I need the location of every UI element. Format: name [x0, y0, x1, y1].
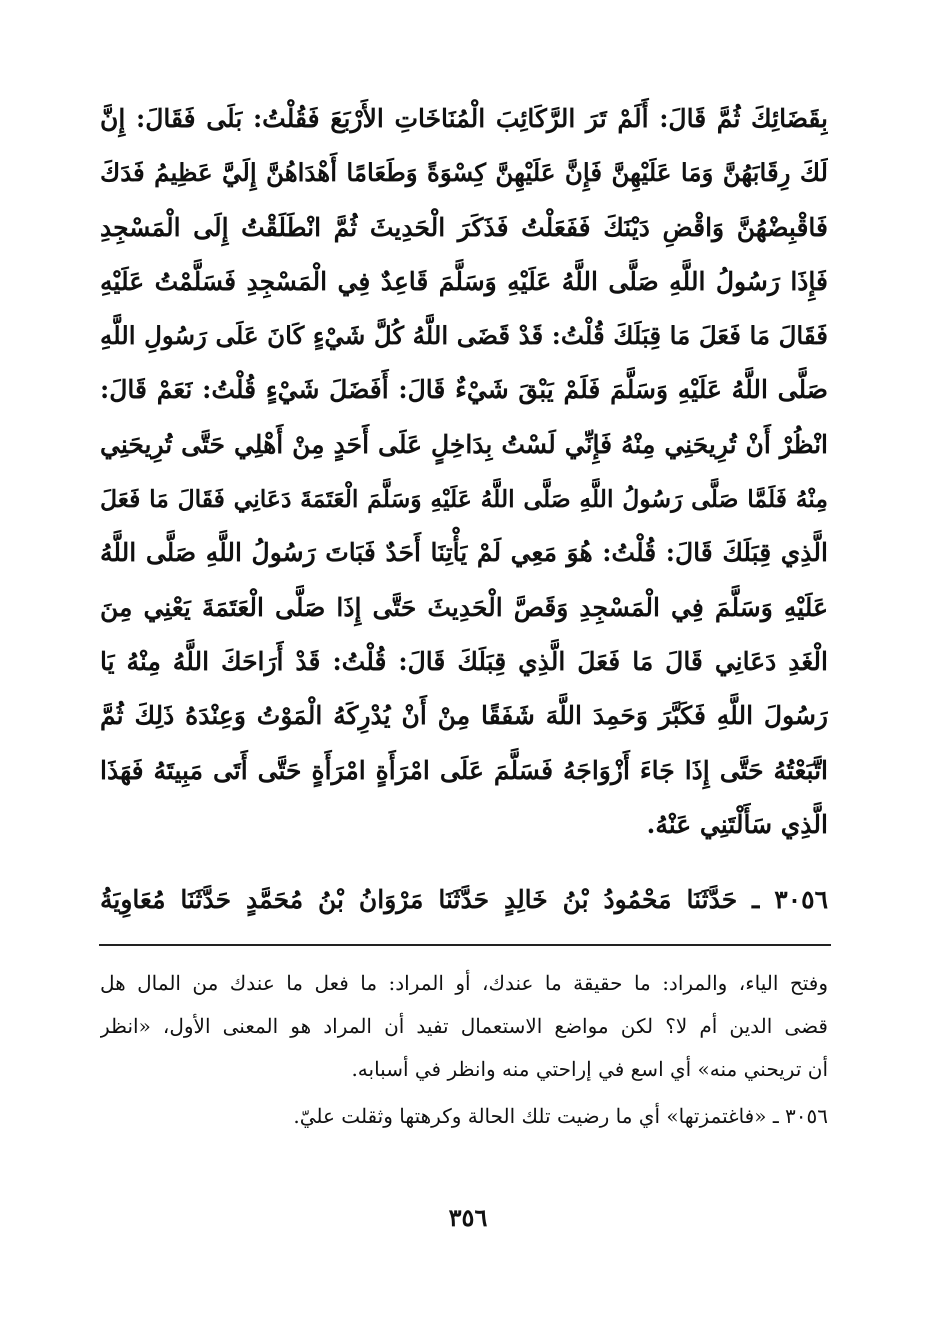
text-line: لَكَ رِقَابَهُنَّ وَمَا عَلَيْهِنَّ فَإِنَّ عَلَيْهِنَّ كِسْوَةً وَطَعَامًا أَهْدَاهُنَّ إِلَيَّ عَظِيمُ فَدَكَ: [100, 158, 828, 188]
footnote-line: أن تريحني منه» أي اسع في إراحتي منه وانظر في أسبابه.: [351, 1057, 828, 1081]
text-line: بِقَضَائِكَ ثُمَّ قَالَ: أَلَمْ تَرَ الرَّكَائِبَ الْمُنَاخَاتِ الأَرْبَعَ فَقُلْتُ: بَلَى فَقَالَ: إِنَّ: [100, 104, 828, 133]
footnote-line: قضى الدين أم لا؟ لكن مواضع الاستعمال تفيد أن المراد هو المعنى الأول، «انظر: [100, 1014, 828, 1038]
main-text-block: [100, 92, 828, 852]
footnotes-block: [100, 962, 828, 1138]
text-line: رَسُولَ اللَّهِ فَكَبَّرَ وَحَمِدَ اللَّهَ شَفَقًا مِنْ أَنْ يُدْرِكَهُ الْمَوْتُ وَعِنْدَهُ ذَلِكَ ثُمَّ: [100, 701, 828, 731]
page-number: ٣٥٦: [448, 1203, 488, 1232]
text-line: انْظُرْ أَنْ تُرِيحَنِي مِنْهُ فَإِنِّي لَسْتُ بِدَاخِلٍ عَلَى أَحَدٍ مِنْ أَهْلِي حَتَّى تُرِيحَنِي: [100, 429, 828, 459]
footnote-divider: [99, 944, 831, 946]
text-line: صَلَّى اللَّهُ عَلَيْهِ وَسَلَّمَ فَلَمْ يَبْقَ شَيْءٌ قَالَ: أَفَضَلَ شَيْءٍ قُلْتُ: نَعَمْ قَالَ:: [100, 375, 828, 405]
text-line: مِنْهُ فَلَمَّا صَلَّى رَسُولُ اللَّهِ صَلَّى اللَّهُ عَلَيْهِ وَسَلَّمَ الْعَتَمَةَ دَعَانِي فَقَالَ مَا فَعَلَ: [100, 485, 828, 514]
footnote-line: ٣٠٥٦ ـ «فاغتمزتها» أي ما رضيت تلك الحالة وكرهتها وثقلت عليّ.: [293, 1104, 828, 1128]
text-line: فَاقْبِضْهُنَّ وَاقْضِ دَيْنَكَ فَفَعَلْتُ فَذَكَرَ الْحَدِيثَ ثُمَّ انْطَلَقْتُ إِلَى الْمَسْجِدِ: [100, 212, 828, 242]
text-line: فَإِذَا رَسُولُ اللَّهِ صَلَّى اللَّهُ عَلَيْهِ وَسَلَّمَ قَاعِدٌ فِي الْمَسْجِدِ فَسَلَّمْتُ عَلَيْهِ: [100, 266, 828, 296]
text-line: الْغَدِ دَعَانِي قَالَ مَا فَعَلَ الَّذِي قِبَلَكَ قَالَ: قُلْتُ: قَدْ أَرَاحَكَ اللَّهُ مِنْهُ يَا: [100, 646, 828, 676]
text-line: الَّذِي سَأَلْتَنِي عَنْهُ.: [646, 809, 828, 839]
text-line: فَقَالَ مَا فَعَلَ مَا قِبَلَكَ قُلْتُ: قَدْ قَضَى اللَّهُ كُلَّ شَيْءٍ كَانَ عَلَى رَسُولِ اللَّهِ: [100, 321, 828, 351]
hadith-header: ٣٠٥٦ ـ حَدَّثَنَا مَحْمُودُ بْنُ خَالِدٍ حَدَّثَنَا مَرْوَانُ بْنُ مُحَمَّدٍ حَدَّثَنَا مُعَاوِيَةُ: [100, 885, 828, 914]
text-line: الَّذِي قِبَلَكَ قَالَ: قُلْتُ: هُوَ مَعِي لَمْ يَأْتِنَا أَحَدٌ فَبَاتَ رَسُولُ اللَّهِ صَلَّى اللَّهُ: [100, 538, 828, 568]
text-line: اتَّبَعْتُهُ حَتَّى إِذَا جَاءَ أَزْوَاجَهُ فَسَلَّمَ عَلَى امْرَأَةٍ امْرَأَةٍ حَتَّى أَتَى مَبِيتَهُ فَهَذَا: [100, 755, 828, 785]
footnote-line: وفتح الياء، والمراد: ما حقيقة ما عندك، أو المراد: ما فعل ما عندك من المال هل: [100, 971, 828, 995]
text-line: عَلَيْهِ وَسَلَّمَ فِي الْمَسْجِدِ وَقَصَّ الْحَدِيثَ حَتَّى إِذَا صَلَّى الْعَتَمَةَ يَعْنِي مِنَ: [100, 592, 828, 622]
